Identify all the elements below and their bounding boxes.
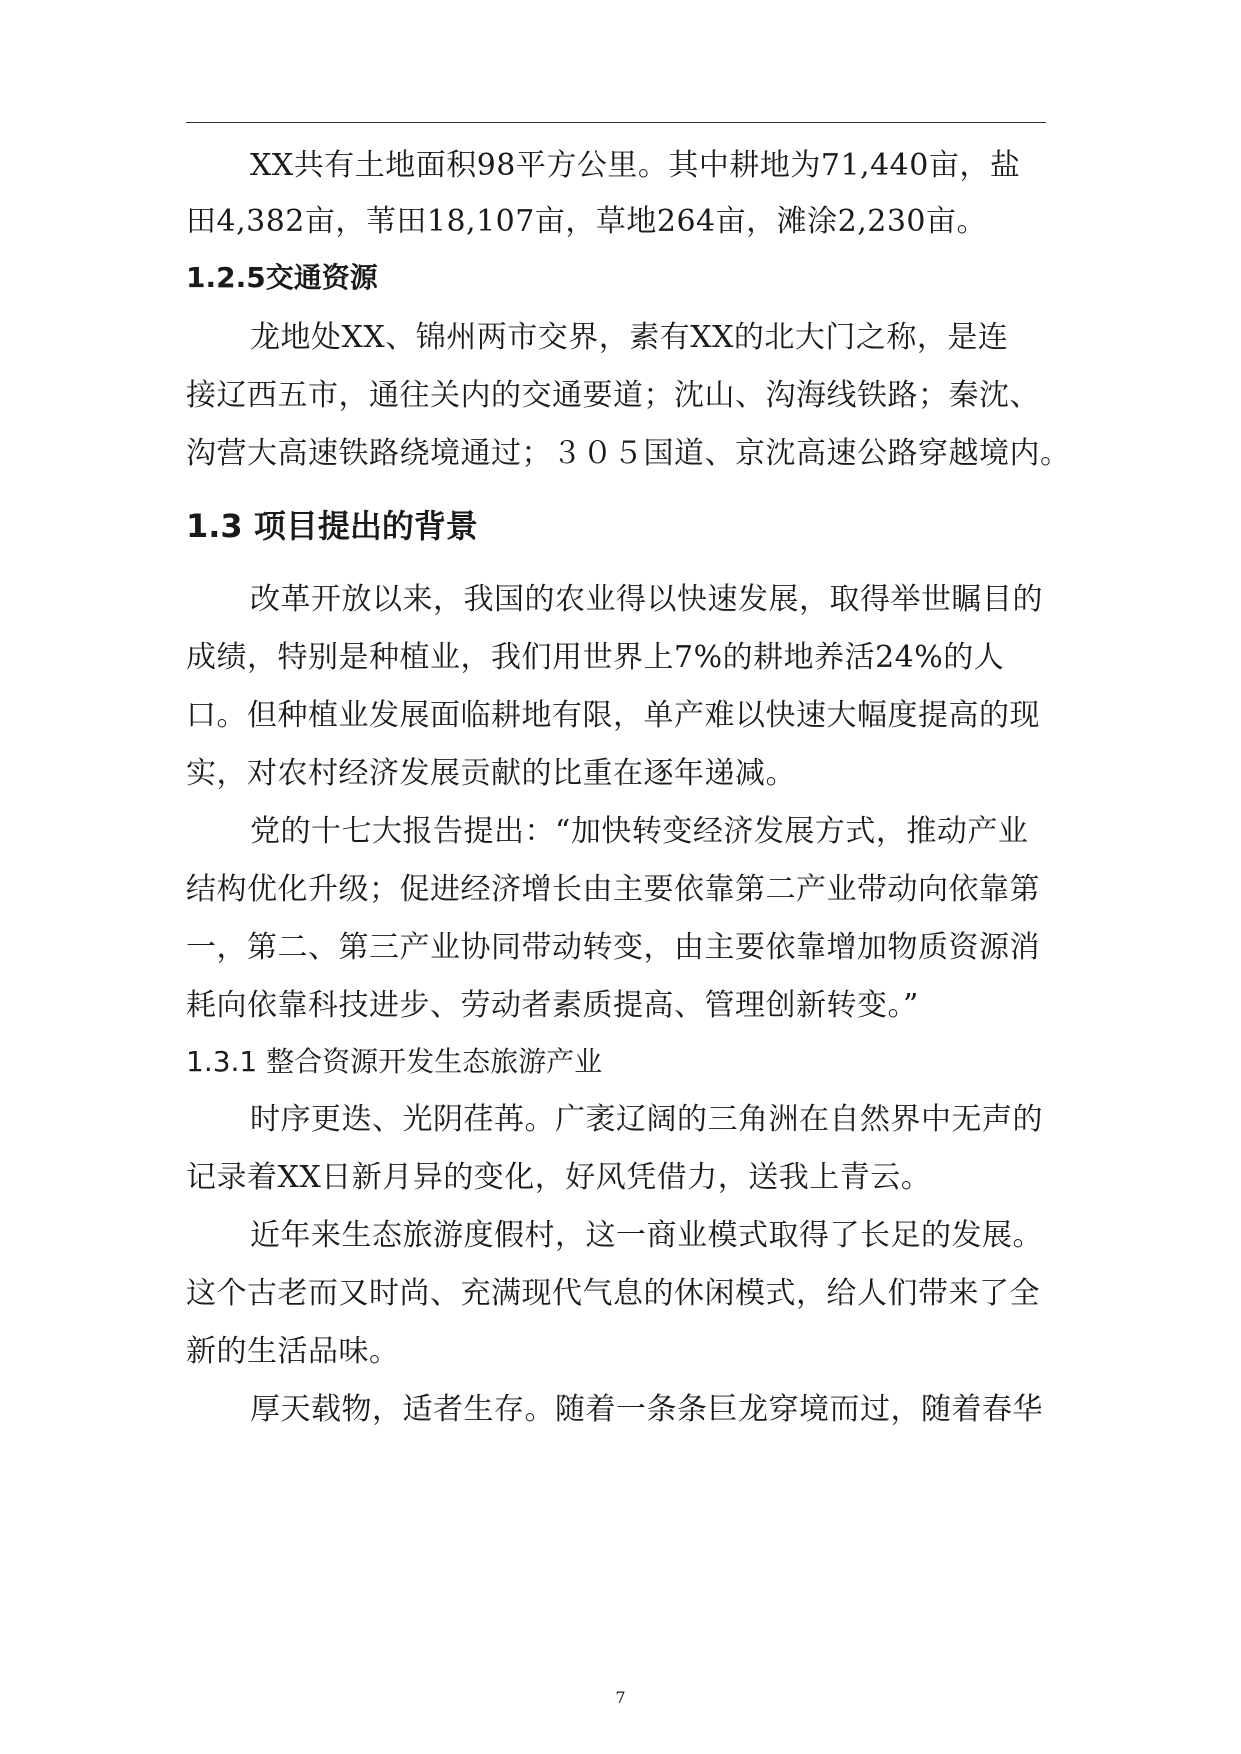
paragraph-resort-line-1: 近年来生态旅游度假村，这一商业模式取得了长足的发展。 xyxy=(250,1218,1043,1253)
page-number: 7 xyxy=(615,1688,626,1707)
paragraph-congress-line-4: 耗向依靠科技进步、劳动者素质提高、管理创新转变。” xyxy=(186,988,919,1023)
paragraph-reform-line-2: 成绩，特别是种植业，我们用世界上7%的耕地养活24%的人 xyxy=(186,640,1005,675)
paragraph-congress-line-3: 一，第二、第三产业协同带动转变，由主要依靠增加物质资源消 xyxy=(186,930,1040,965)
paragraph-land-line-1: XX共有土地面积98平方公里。其中耕地为71,440亩，盐 xyxy=(250,148,1021,183)
section-heading-1-2-5: 1.2.5交通资源 xyxy=(186,261,378,294)
paragraph-heaven-line-1: 厚天载物，适者生存。随着一条条巨龙穿境而过，随着春华 xyxy=(250,1392,1043,1427)
section-heading-1-3-1: 1.3.1 整合资源开发生态旅游产业 xyxy=(186,1045,603,1078)
paragraph-transport-line-2: 接辽西五市，通往关内的交通要道；沈山、沟海线铁路；秦沈、 xyxy=(186,378,1040,413)
paragraph-reform-line-3: 口。但种植业发展面临耕地有限，单产难以快速大幅度提高的现 xyxy=(186,698,1040,733)
paragraph-transport-line-1: 龙地处XX、锦州两市交界，素有XX的北大门之称，是连 xyxy=(250,320,1009,355)
paragraph-congress-line-2: 结构优化升级；促进经济增长由主要依靠第二产业带动向依靠第 xyxy=(186,872,1040,907)
section-heading-1-3: 1.3 项目提出的背景 xyxy=(186,507,478,545)
paragraph-time-line-1: 时序更迭、光阴荏苒。广袤辽阔的三角洲在自然界中无声的 xyxy=(250,1102,1043,1137)
paragraph-resort-line-3: 新的生活品味。 xyxy=(186,1334,400,1369)
paragraph-reform-line-4: 实，对农村经济发展贡献的比重在逐年递减。 xyxy=(186,756,796,791)
paragraph-congress-line-1: 党的十七大报告提出：“加快转变经济发展方式，推动产业 xyxy=(250,814,1029,849)
paragraph-time-line-2: 记录着XX日新月异的变化，好风凭借力，送我上青云。 xyxy=(186,1160,932,1195)
paragraph-transport-line-3: 沟营大高速铁路绕境通过；３０５国道、京沈高速公路穿越境内。 xyxy=(186,436,1071,471)
paragraph-land-line-2: 田4,382亩，苇田18,107亩，草地264亩，滩涂2,230亩。 xyxy=(186,204,987,239)
paragraph-resort-line-2: 这个古老而又时尚、充满现代气息的休闲模式，给人们带来了全 xyxy=(186,1276,1040,1311)
paragraph-reform-line-1: 改革开放以来，我国的农业得以快速发展，取得举世瞩目的 xyxy=(250,582,1043,617)
header-rule xyxy=(186,122,1046,123)
